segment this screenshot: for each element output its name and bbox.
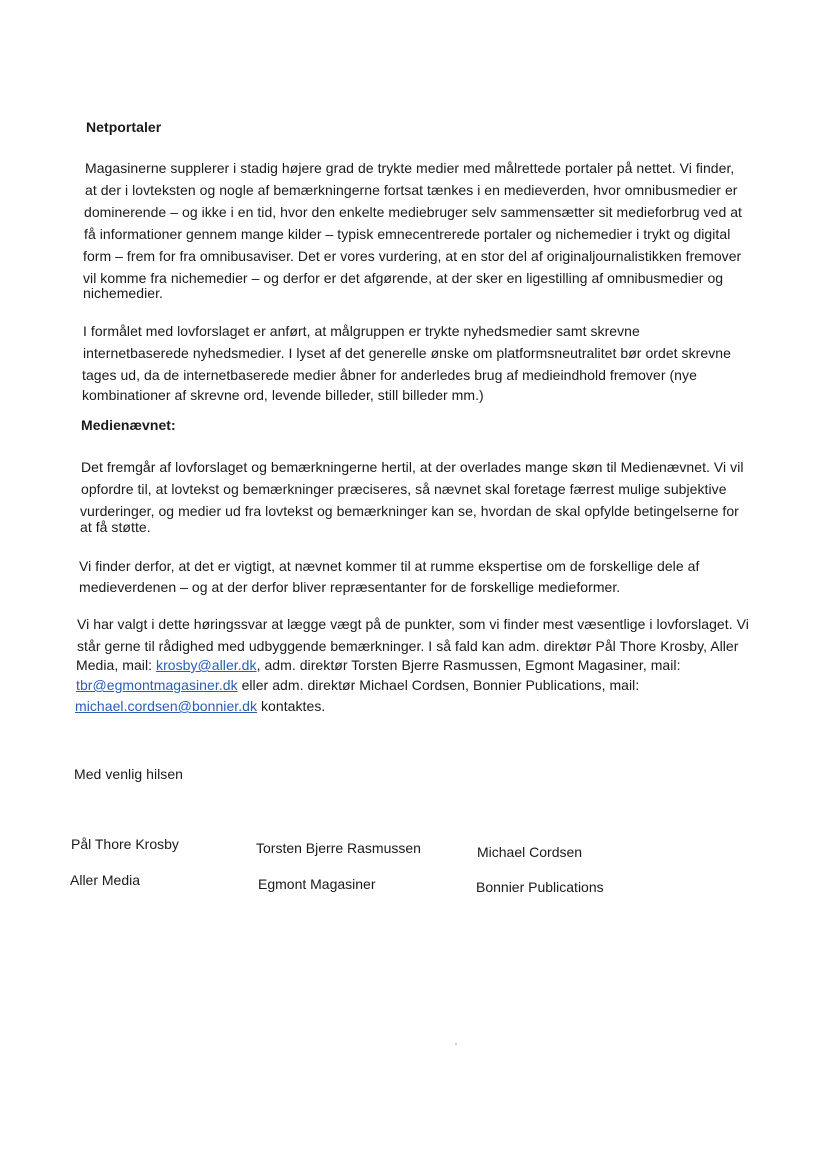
contact-line-4 (76, 676, 639, 694)
paragraph-line: står gerne til rådighed med udbyggende bemærkninger. I så fald kan adm. direktør Pål Thore Krosby, Aller (77, 638, 739, 654)
email-link-krosby[interactable]: krosby@aller.dk (156, 657, 257, 673)
paragraph-line: vil komme fra nichemedier – og derfor er det afgørende, at der sker en ligestilling af omnibusmedier og (83, 270, 724, 286)
contact-line-3 (76, 656, 681, 674)
signatory-company: Aller Media (70, 872, 141, 888)
signatory-name: Michael Cordsen (477, 844, 583, 860)
paragraph-line: dominerende – og ikke i en tid, hvor den enkelte mediebruger selv sammensætter sit medieforbrug ved at (84, 204, 742, 220)
paragraph-line: kombinationer af skrevne ord, levende billeder, still billeder mm.) (82, 387, 484, 403)
paragraph-line: Det fremgår af lovforslaget og bemærkningerne hertil, at der overlades mange skøn til Medienævnet. Vi vil (81, 459, 744, 475)
paragraph-line: tages ud, da de internetbaserede medier åbner for anderledes brug af medieindhold fremover (nye (82, 367, 697, 383)
paragraph-line: Magasinerne supplerer i stadig højere grad de trykte medier med målrettede portaler på nettet. Vi finder, (85, 160, 735, 176)
signatory-name: Torsten Bjerre Rasmussen (256, 840, 421, 856)
email-link-tbr[interactable]: tbr@egmontmagasiner.dk (76, 677, 238, 693)
contact-text: eller adm. direktør Michael Cordsen, Bonnier Publications, mail: (237, 677, 640, 693)
paragraph-line: medieverdenen – og at der derfor bliver repræsentanter for de forskellige medieformer. (79, 579, 621, 595)
contact-text: Media, mail: (76, 657, 157, 673)
paragraph-line: Vi finder derfor, at det er vigtigt, at nævnet kommer til at rumme ekspertise om de forskellige dele af (79, 558, 700, 574)
heading-medienaevnet: Medienævnet: (81, 417, 176, 433)
paragraph-line: at der i lovteksten og nogle af bemærkningerne fortsat tænkes i en medieverden, hvor omnibusmedier er (85, 182, 738, 198)
paragraph-line: nichemedier. (83, 285, 163, 301)
email-link-cordsen[interactable]: michael.cordsen@bonnier.dk (75, 698, 258, 714)
paragraph-line: form – frem for fra omnibusaviser. Det er vores vurdering, at en stor del af originaljournalistikken fremover (83, 248, 742, 264)
contact-line-5 (75, 697, 325, 715)
paragraph-line: Vi har valgt i dette høringssvar at lægge vægt på de punkter, som vi finder mest væsentlige i lovforslaget. Vi (77, 616, 749, 632)
heading-netportaler: Netportaler (86, 119, 162, 135)
contact-text: , adm. direktør Torsten Bjerre Rasmussen, Egmont Magasiner, mail: (256, 657, 681, 673)
paragraph-line: vurderinger, og medier ud fra lovtekst og bemærkninger kan se, hvordan de skal opfylde betingelserne for (80, 503, 739, 519)
contact-text: kontaktes. (257, 698, 326, 714)
paragraph-line: få informationer gennem mange kilder – typisk emnecentrerede portaler og nichemedier i trykt og digital (84, 226, 731, 242)
signatory-company: Egmont Magasiner (258, 876, 376, 892)
paragraph-line: at få støtte. (80, 519, 151, 535)
signatory-name: Pål Thore Krosby (71, 836, 179, 852)
signatory-company: Bonnier Publications (476, 879, 604, 895)
closing-greeting: Med venlig hilsen (74, 766, 184, 782)
paragraph-line: internetbaserede nyhedsmedier. I lyset af det generelle ønske om platformsneutralitet bør ordet skrevne (83, 345, 731, 361)
paragraph-line: opfordre til, at lovtekst og bemærkninger præciseres, så nævnet skal foretage færrest mulige subjektive (81, 481, 727, 497)
paragraph-line: I formålet med lovforslaget er anført, at målgruppen er trykte nyhedsmedier samt skrevne (83, 323, 640, 339)
scan-speck (455, 1043, 457, 1045)
